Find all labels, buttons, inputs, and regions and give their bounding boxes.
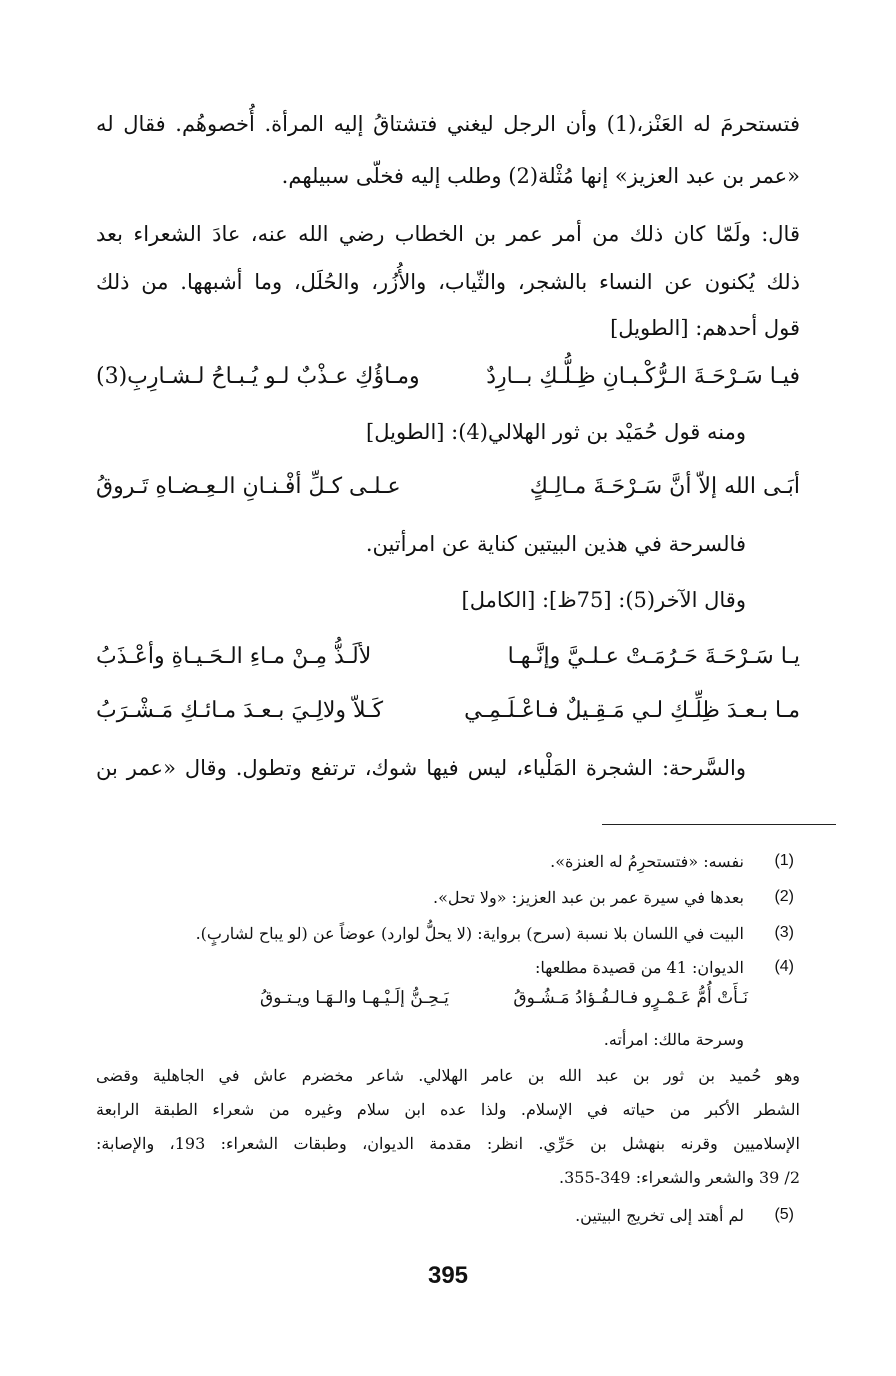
verse-3	[96, 644, 800, 669]
footnote-4-after: وسرحة مالك: امرأته.	[603, 1030, 744, 1049]
footnote-5-number: (5)	[774, 1206, 794, 1223]
footnote-4-bio-line-4: 2/ 39 والشعر والشعراء: 349-355.	[559, 1168, 800, 1187]
body-line-1: فتستحرمَ له العَنْز،(1) وأن الرجل ليغني فتشتاقُ إليه المرأة. أُخصوهُم. فقال له	[96, 112, 800, 136]
comment-line: فالسرحة في هذين البيتين كناية عن امرأتين.	[365, 532, 746, 556]
body-line-last: والسَّرحة: الشجرة المَلْياء، ليس فيها شوك، ترتفع وتطول. وقال «عمر بن	[96, 756, 746, 780]
footnote-4-bio-line-1: وهو حُميد بن ثور بن عبد الله بن عامر الهلالي. شاعر مخضرم عاش في الجاهلية وقضى	[96, 1066, 801, 1085]
footnote-2	[96, 888, 794, 907]
footnote-4-text: الديوان: 41 من قصيدة مطلعها:	[535, 958, 744, 977]
verse-1-first-hemistich: فيـا سَـرْحَـةَ الـرُّكْـبـانِ ظِـلُّـكِ بــارِدٌ	[486, 364, 800, 389]
verse-4-second-hemistich: كَـلاّ ولالِـيَ بـعـدَ مـائـكِ مَـشْـرَبُ	[96, 698, 384, 723]
verse-1-second-hemistich: ومـاؤُكِ عـذْبٌ لـو يُـبـاحُ لـشـارِبِ(3)	[96, 364, 420, 389]
body-line-2: «عمر بن عبد العزيز» إنها مُثْلة(2) وطلب إليه فخلّى سبيلهم.	[281, 164, 800, 188]
body-line-3: قال: ولَمّا كان ذلك من أمر عمر بن الخطاب رضي الله عنه، عادَ الشعراء بعد	[96, 222, 800, 246]
footnote-2-number: (2)	[774, 888, 794, 905]
verse-2-second-hemistich: عـلـى كـلِّ أفْـنـانِ الـعِـضـاهِ تَـروقُ	[96, 474, 401, 499]
footnote-4-bio-line-3: الإسلاميين وقرنه بنهشل بن حَرِّي. انظر: مقدمة الديوان، وطبقات الشعراء: 193، والإصابة:	[96, 1134, 800, 1153]
footnote-2-text: بعدها في سيرة عمر بن عبد العزيز: «ولا تحل».	[433, 888, 744, 907]
footnote-1-number: (1)	[774, 852, 794, 869]
verse-4-first-hemistich: مـا بـعـدَ ظِلِّـكِ لـي مَـقِـيلٌ فـاعْـلَـمِـي	[464, 698, 800, 723]
footnote-4	[96, 958, 794, 977]
intro-line-3: وقال الآخر(5): [75ظ]: [الكامل]	[461, 588, 746, 612]
verse-4	[96, 698, 800, 723]
verse-3-second-hemistich: لألَـذُّ مِـنْ مـاءِ الـحَـيـاةِ وأعْـذَبُ	[96, 644, 372, 669]
footnote-separator	[602, 824, 836, 825]
page-number: 395	[427, 1262, 469, 1289]
footnote-4-verse-first: نَـأَتْ أُمُّ عَـمْـرٍو فـالـفُـؤادُ مَـشُـوقُ	[513, 988, 748, 1008]
footnote-5	[96, 1206, 794, 1225]
footnote-4-bio-line-2: الشطر الأكبر من حياته في الإسلام. ولذا عده ابن سلام وغيره من شعراء الطبقة الرابعة	[96, 1100, 800, 1119]
footnote-3-number: (3)	[774, 924, 794, 941]
footnote-4-verse	[260, 988, 748, 1008]
body-line-5: قول أحدهم: [الطويل]	[610, 316, 800, 340]
body-line-4: ذلك يُكنون عن النساء بالشجر، والثّياب، والأُزُر، والحُلَل، وما أشبهها. من ذلك	[96, 270, 800, 294]
footnote-3-text: البيت في اللسان بلا نسبة (سرح) برواية: (لا يحلُّ لوارد) عوضاً عن (لو يباح لشاربٍ).	[195, 924, 744, 943]
verse-3-first-hemistich: يـا سَـرْحَـةَ حَـرُمَـتْ عـلـيَّ وإنَّـهـا	[507, 644, 800, 669]
footnote-1-text: نفسه: «فتستحرِمُ له العنزة».	[550, 852, 744, 871]
verse-2	[96, 474, 800, 499]
intro-line-2: ومنه قول حُمَيْد بن ثور الهلالي(4): [الطويل]	[366, 420, 746, 444]
footnote-3	[96, 924, 794, 943]
verse-2-first-hemistich: أبَـى الله إلاّ أنَّ سَـرْحَـةَ مـالِـكٍ	[529, 474, 800, 499]
footnote-5-text: لم أهتد إلى تخريج البيتين.	[575, 1206, 744, 1225]
footnote-4-number: (4)	[774, 958, 794, 975]
footnote-1	[96, 852, 794, 871]
verse-1	[96, 364, 800, 389]
footnote-4-verse-second: يَـحِـنُّ إلَـيْـهـا والـهَـا ويـتـوقُ	[260, 988, 449, 1008]
